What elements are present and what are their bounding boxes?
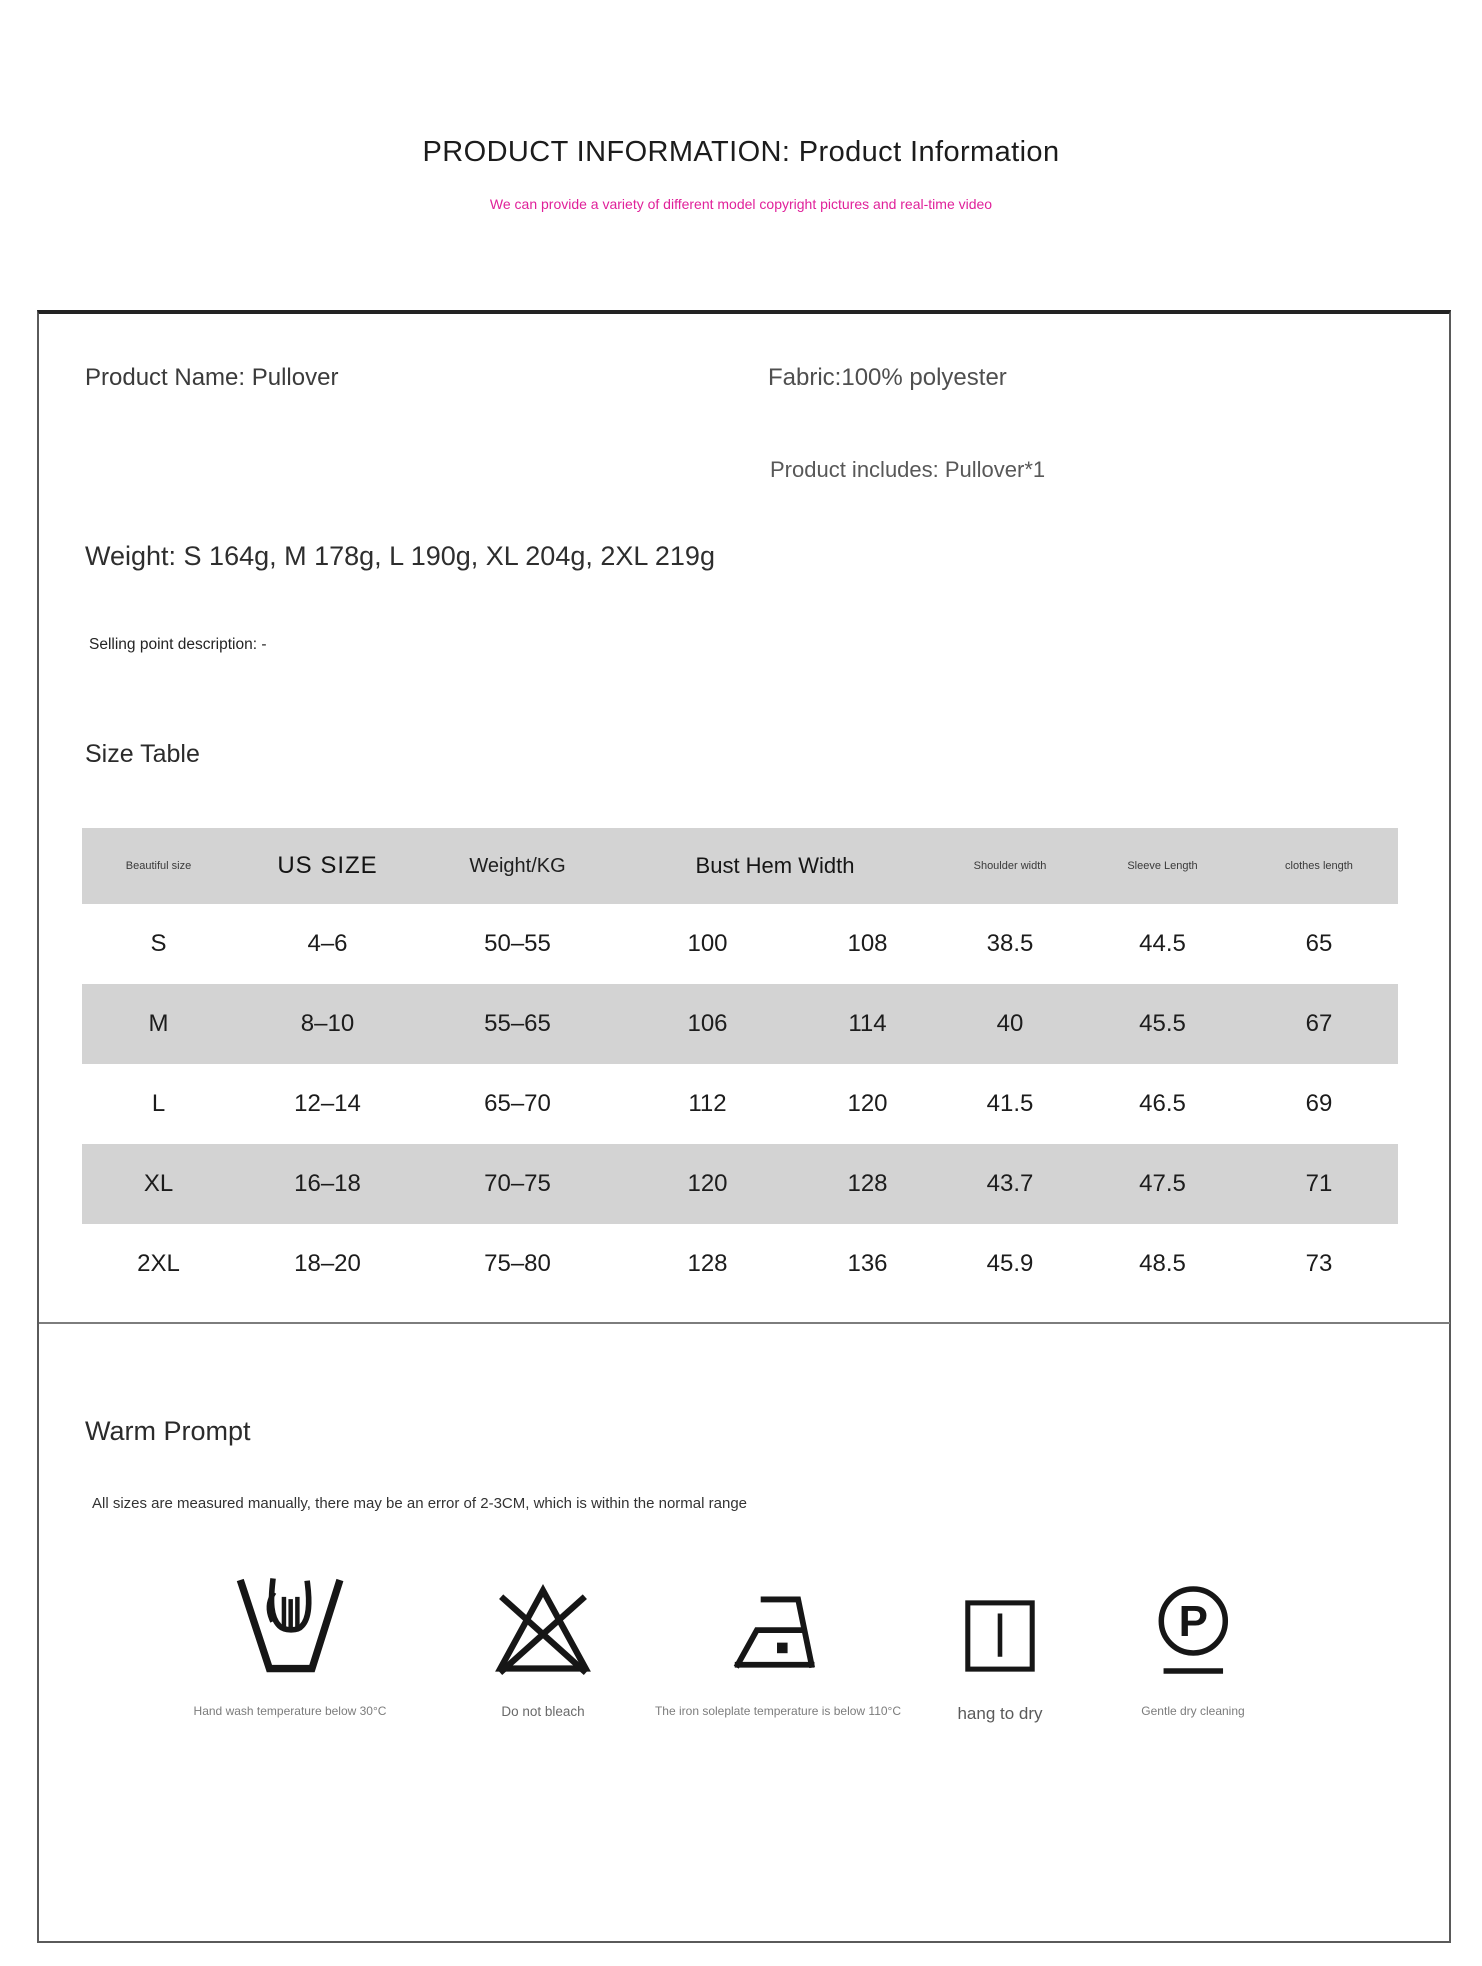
- cell-sleeve-length: 45.5: [1139, 1010, 1186, 1037]
- column-header-clothes-length: clothes length: [1285, 860, 1353, 872]
- care-label: The iron soleplate temperature is below 110°C: [654, 1704, 902, 1718]
- size-table-heading: Size Table: [85, 740, 200, 768]
- cell-sleeve-length: 44.5: [1139, 930, 1186, 957]
- measurement-disclaimer: All sizes are measured manually, there may be an error of 2-3CM, which is within the normal range: [92, 1495, 748, 1512]
- table-row-m: [82, 984, 1398, 1064]
- product-name: Product Name: Pullover: [85, 364, 339, 391]
- care-label: Gentle dry cleaning: [1141, 1704, 1245, 1718]
- cell-size: M: [148, 1010, 169, 1037]
- cell-bust: 120: [687, 1170, 728, 1197]
- cell-us-size: 4–6: [307, 930, 348, 957]
- cell-sleeve-length: 47.5: [1139, 1170, 1186, 1197]
- hand-wash-icon: [234, 1552, 346, 1682]
- cell-us-size: 18–20: [294, 1250, 361, 1277]
- cell-shoulder-width: 40: [996, 1010, 1024, 1037]
- product-includes: Product includes: Pullover*1: [770, 457, 1046, 482]
- size-table: [82, 828, 1398, 1304]
- cell-clothes-length: 71: [1305, 1170, 1333, 1197]
- cell-weight: 55–65: [484, 1010, 551, 1037]
- cell-shoulder-width: 43.7: [986, 1170, 1034, 1197]
- cell-hem-width: 128: [847, 1170, 888, 1197]
- care-item-dry-clean: [1141, 1552, 1244, 1718]
- cell-clothes-length: 73: [1305, 1250, 1333, 1277]
- cell-us-size: 12–14: [294, 1090, 361, 1117]
- column-header-shoulder-width: Shoulder width: [973, 860, 1047, 872]
- cell-weight: 50–55: [484, 930, 551, 957]
- fabric-info: Fabric:100% polyester: [768, 364, 1007, 391]
- care-item-hand-wash: [194, 1552, 387, 1718]
- size-table-header-row: [82, 828, 1398, 904]
- cell-size: XL: [143, 1170, 174, 1197]
- cell-shoulder-width: 45.9: [986, 1250, 1034, 1277]
- column-header-bust-hem-width: Bust Hem Width: [695, 853, 855, 878]
- page-title: PRODUCT INFORMATION: Product Information: [422, 136, 1060, 168]
- care-label: Hand wash temperature below 30°C: [193, 1704, 387, 1718]
- cell-hem-width: 136: [847, 1250, 888, 1277]
- cell-weight: 65–70: [484, 1090, 551, 1117]
- section-divider: [39, 1322, 1450, 1324]
- cell-hem-width: 108: [847, 930, 888, 957]
- care-item-do-not-bleach: [489, 1552, 597, 1719]
- iron-low-temp-icon: [728, 1552, 828, 1682]
- column-header-us-size: US SIZE: [277, 852, 378, 879]
- cell-sleeve-length: 46.5: [1139, 1090, 1186, 1117]
- cell-bust: 106: [687, 1010, 728, 1037]
- warm-prompt-heading: Warm Prompt: [85, 1416, 251, 1446]
- cell-bust: 100: [687, 930, 728, 957]
- dry-clean-gentle-icon: [1143, 1552, 1243, 1682]
- care-item-hang-to-dry: [954, 1552, 1046, 1724]
- cell-hem-width: 114: [848, 1010, 887, 1037]
- selling-point-description: Selling point description: -: [89, 636, 267, 653]
- column-header-beautiful-size: Beautiful size: [125, 860, 192, 872]
- cell-bust: 112: [688, 1090, 727, 1117]
- cell-weight: 75–80: [484, 1250, 551, 1277]
- care-label: Do not bleach: [501, 1704, 585, 1719]
- weight-info: Weight: S 164g, M 178g, L 190g, XL 204g, 2XL 219g: [85, 541, 715, 571]
- hang-to-dry-icon: [954, 1552, 1046, 1682]
- cell-weight: 70–75: [484, 1170, 551, 1197]
- svg-text:P: P: [1178, 1597, 1208, 1646]
- table-row-l: [82, 1064, 1398, 1144]
- do-not-bleach-icon: [489, 1552, 597, 1682]
- care-item-iron: [655, 1552, 901, 1718]
- cell-bust: 128: [687, 1250, 728, 1277]
- cell-size: L: [151, 1090, 166, 1117]
- column-header-sleeve-length: Sleeve Length: [1127, 860, 1198, 872]
- cell-clothes-length: 67: [1305, 1010, 1333, 1037]
- cell-sleeve-length: 48.5: [1139, 1250, 1186, 1277]
- table-row-s: [82, 904, 1398, 984]
- cell-us-size: 16–18: [294, 1170, 361, 1197]
- cell-size: 2XL: [137, 1250, 180, 1277]
- cell-shoulder-width: 41.5: [986, 1090, 1034, 1117]
- cell-us-size: 8–10: [300, 1010, 355, 1037]
- cell-hem-width: 120: [847, 1090, 888, 1117]
- cell-clothes-length: 65: [1305, 930, 1333, 957]
- page-subtitle: We can provide a variety of different model copyright pictures and real-time video: [489, 196, 993, 212]
- cell-shoulder-width: 38.5: [986, 930, 1034, 957]
- cell-size: S: [150, 930, 167, 957]
- column-header-weight-kg: Weight/KG: [469, 854, 566, 877]
- table-row-2xl: [82, 1224, 1398, 1304]
- table-row-xl: [82, 1144, 1398, 1224]
- care-label: hang to dry: [957, 1704, 1043, 1723]
- cell-clothes-length: 69: [1305, 1090, 1333, 1117]
